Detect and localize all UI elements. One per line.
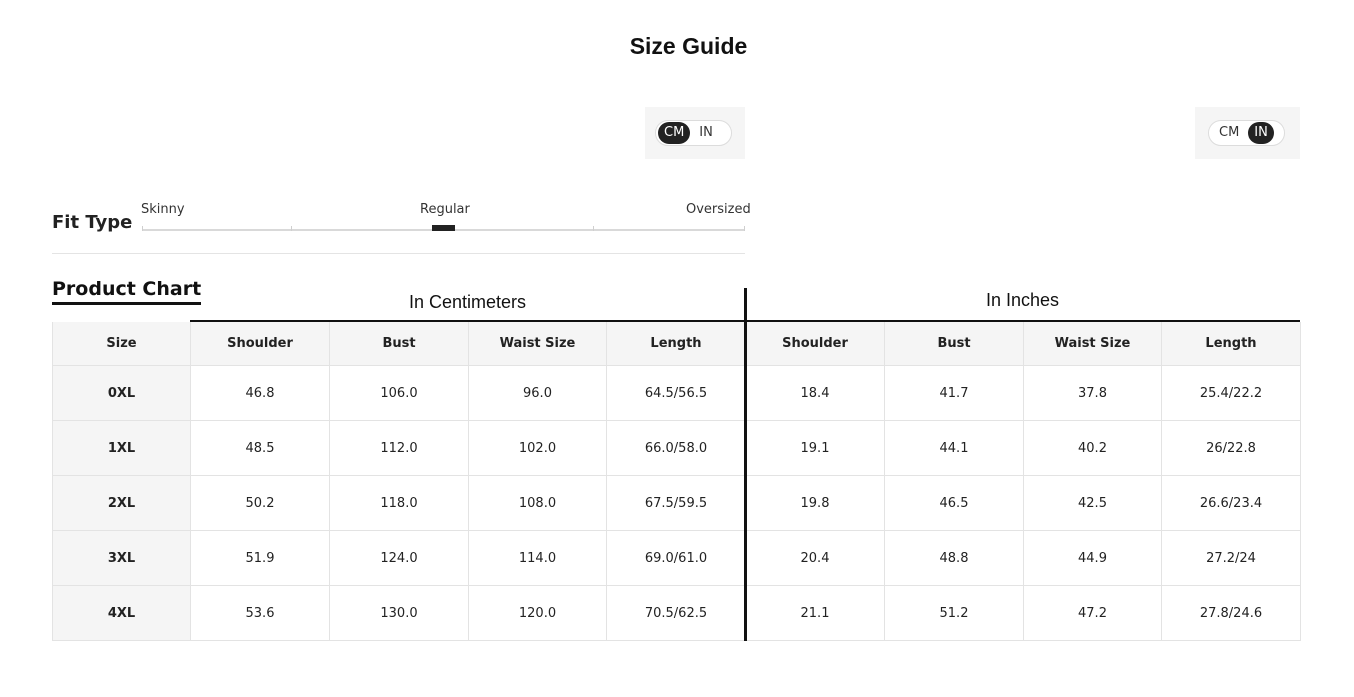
unit-toggle-panel-left (645, 107, 745, 159)
table-cell: 40.2 (1024, 421, 1162, 476)
unit-option-cm[interactable]: CM (658, 122, 690, 144)
table-cell: 120.0 (469, 586, 607, 641)
table-cell: 26.6/23.4 (1162, 476, 1301, 531)
page-title: Size Guide (629, 33, 748, 59)
table-cell: 27.2/24 (1162, 531, 1301, 586)
unit-toggle-right[interactable] (1208, 120, 1285, 146)
table-cell: 70.5/62.5 (607, 586, 746, 641)
table-cell: 102.0 (469, 421, 607, 476)
size-cell: 0XL (53, 366, 191, 421)
fit-option-skinny: Skinny (141, 202, 185, 217)
size-cell: 2XL (53, 476, 191, 531)
column-header: Length (1162, 322, 1301, 366)
fit-scale-tick (142, 226, 143, 231)
table-cell: 42.5 (1024, 476, 1162, 531)
table-cell: 47.2 (1024, 586, 1162, 641)
fit-scale-tick (291, 226, 292, 231)
table-cell: 69.0/61.0 (607, 531, 746, 586)
table-cell: 130.0 (330, 586, 469, 641)
table-cell: 114.0 (469, 531, 607, 586)
table-row (53, 531, 1301, 586)
product-chart-title: Product Chart (52, 278, 201, 305)
fit-scale-tick (593, 226, 594, 231)
table-cell: 19.8 (746, 476, 885, 531)
cm-heading: In Centimeters (408, 292, 527, 312)
fit-type-label: Fit Type (52, 212, 133, 233)
table-row (53, 366, 1301, 421)
table-cell: 48.8 (885, 531, 1024, 586)
size-chart-table (52, 322, 1301, 641)
table-cell: 26/22.8 (1162, 421, 1301, 476)
table-cell: 66.0/58.0 (607, 421, 746, 476)
column-header: Waist Size (469, 322, 607, 366)
fit-scale-tick (744, 226, 745, 231)
unit-column-divider (744, 288, 747, 641)
in-heading: In Inches (985, 290, 1060, 310)
table-cell: 37.8 (1024, 366, 1162, 421)
unit-option-in[interactable]: IN (1248, 122, 1274, 144)
size-cell: 4XL (53, 586, 191, 641)
table-cell: 46.8 (191, 366, 330, 421)
table-cell: 53.6 (191, 586, 330, 641)
column-header: Length (607, 322, 746, 366)
column-header: Shoulder (746, 322, 885, 366)
table-row (53, 476, 1301, 531)
column-header: Bust (885, 322, 1024, 366)
table-cell: 20.4 (746, 531, 885, 586)
table-cell: 124.0 (330, 531, 469, 586)
table-cell: 44.9 (1024, 531, 1162, 586)
table-cell: 27.8/24.6 (1162, 586, 1301, 641)
table-cell: 108.0 (469, 476, 607, 531)
size-cell: 1XL (53, 421, 191, 476)
table-row (53, 421, 1301, 476)
table-cell: 46.5 (885, 476, 1024, 531)
fit-type-scale (142, 229, 745, 231)
table-cell: 96.0 (469, 366, 607, 421)
table-cell: 118.0 (330, 476, 469, 531)
table-cell: 21.1 (746, 586, 885, 641)
table-cell: 48.5 (191, 421, 330, 476)
table-cell: 44.1 (885, 421, 1024, 476)
fit-option-regular: Regular (420, 202, 470, 217)
section-divider (52, 253, 745, 254)
table-cell: 41.7 (885, 366, 1024, 421)
fit-type-marker (432, 225, 455, 231)
unit-toggle-panel-right (1195, 107, 1300, 159)
column-header: Waist Size (1024, 322, 1162, 366)
table-cell: 18.4 (746, 366, 885, 421)
column-header: Shoulder (191, 322, 330, 366)
table-row (53, 586, 1301, 641)
table-cell: 64.5/56.5 (607, 366, 746, 421)
unit-option-cm[interactable]: CM (1219, 125, 1240, 140)
unit-toggle-left[interactable] (655, 120, 732, 146)
table-cell: 51.2 (885, 586, 1024, 641)
column-header-size: Size (53, 322, 191, 366)
table-cell: 51.9 (191, 531, 330, 586)
fit-option-oversized: Oversized (686, 202, 751, 217)
table-cell: 25.4/22.2 (1162, 366, 1301, 421)
table-cell: 50.2 (191, 476, 330, 531)
table-cell: 112.0 (330, 421, 469, 476)
table-header-row (53, 322, 1301, 366)
table-cell: 106.0 (330, 366, 469, 421)
table-cell: 19.1 (746, 421, 885, 476)
unit-option-in[interactable]: IN (699, 125, 713, 140)
table-cell: 67.5/59.5 (607, 476, 746, 531)
column-header: Bust (330, 322, 469, 366)
size-cell: 3XL (53, 531, 191, 586)
